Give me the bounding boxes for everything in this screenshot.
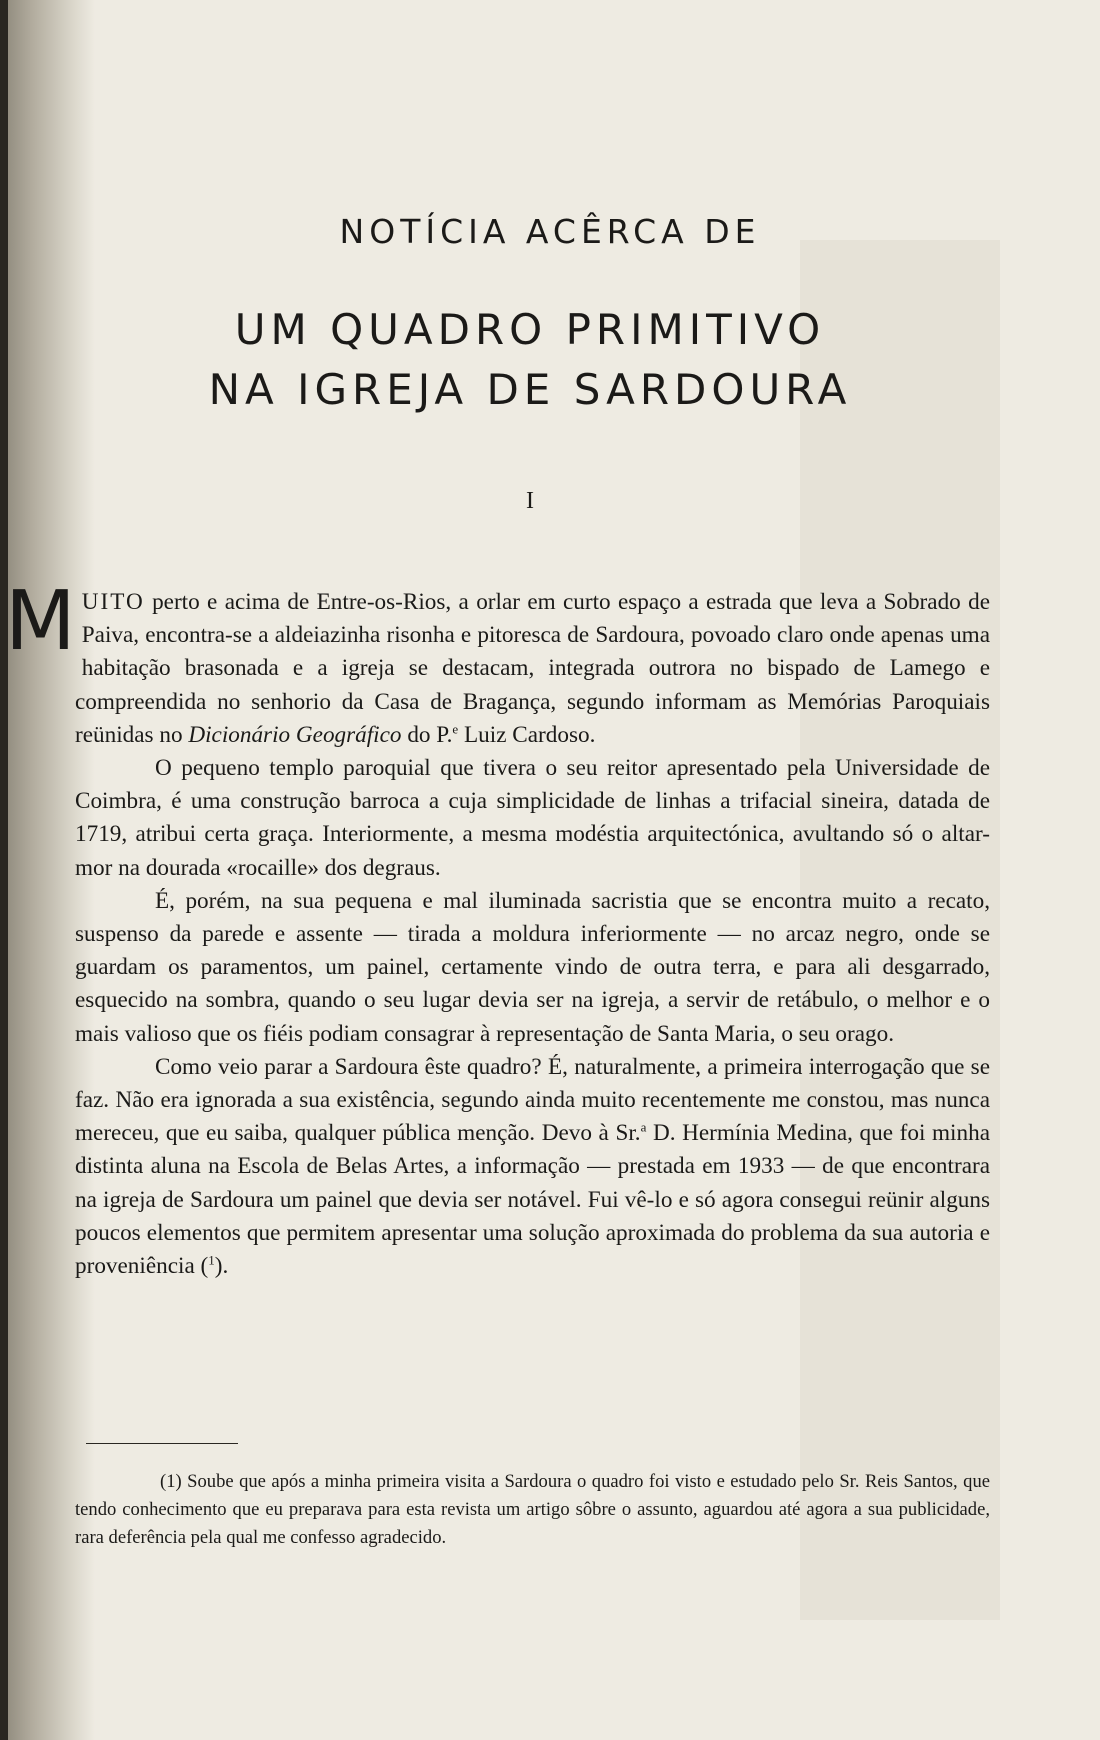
superscript-e: e bbox=[452, 721, 459, 737]
title-line-1: UM QUADRO PRIMITIVO bbox=[234, 305, 826, 354]
article-kicker: NOTÍCIA ACÊRCA DE bbox=[339, 212, 761, 251]
footnote-text: Soube que após a minha primeira visita a Sardoura o quadro foi visto e estudado pelo Sr. Reis Santos, que tendo conhecimento que eu preparava para esta revista um artigo sôbre o assunto, aguardou até agora a sua publicidade, rara deferência pela qual me confesso agradecido. bbox=[75, 1471, 990, 1548]
drop-cap: M bbox=[5, 574, 76, 669]
title-line-2: NA IGREJA DE SARDOURA bbox=[208, 365, 852, 414]
paragraph-4-text-c: ). bbox=[214, 1253, 229, 1280]
paragraph-2: O pequeno templo paroquial que tivera o seu reitor apresentado pela Universidade de Coimbra, é uma construção barroca a cuja simplicidade de linhas a trifacial sineira, datada de 1719, atribui certa graça. Interiormente, a mesma modéstia arquitectónica, avultando só o altar-mor na dourada «rocaille» dos degraus. bbox=[75, 755, 990, 881]
footnote bbox=[75, 1468, 990, 1552]
paragraph-4-text-b: D. Hermínia Medina, que foi minha distinta aluna na Escola de Belas Artes, a informação — prestada em 1933 — de que encontrara na igreja de Sardoura um painel que devia ser notável. Fui vê-lo e só agora consegui reünir alguns poucos elementos que permitem apresentar uma solução aproximada do problema da sua autoria e proveniência ( bbox=[75, 1120, 990, 1280]
binding-edge bbox=[0, 0, 8, 1740]
footnote-rule bbox=[86, 1443, 238, 1444]
book-title-italic: Dicionário Geográfico bbox=[188, 721, 402, 748]
footnote-reference: 1 bbox=[208, 1252, 215, 1268]
paragraph-3: É, porém, na sua pequena e mal iluminada sacristia que se encontra muito a recato, suspenso da parede e assente — tirada a moldura inferiormente — no arcaz negro, onde se guardam os paramentos, um painel, certamente vindo de outra terra, e para ali desgarrado, esquecido na sombra, quando o seu lugar devia ser na igreja, a servir de retábulo, o melhor e o mais valioso que os fiéis podiam consagrar à representação de Santa Maria, o seu orago. bbox=[75, 887, 990, 1047]
paragraph-1-text-b: do P. bbox=[401, 721, 453, 748]
paragraph-1-text-a: perto e acima de Entre-os-Rios, a orlar em curto espaço a estrada que leva a Sobrado de Paiva, encontra-se a aldeiazinha risonha e pitoresca de Sardoura, povoado claro onde apenas uma habitação brasonada e a igreja se destacam, integrada outrora no bispado de Lamego e compreendida no senhorio da Casa de Bragança, segundo informam as Memórias Paroquiais reünidas no bbox=[75, 589, 990, 748]
superscript-a: a bbox=[640, 1119, 647, 1135]
article-title bbox=[0, 300, 1060, 420]
section-numeral: I bbox=[526, 488, 534, 514]
footnote-marker: (1) bbox=[160, 1471, 182, 1492]
paragraph-4-text-a: Como veio parar a Sardoura êste quadro? É, naturalmente, a primeira interrogação que se faz. Não era ignorada a sua existência, segundo ainda muito recentemente me constou, mas nunca mereceu, que eu saiba, qualquer pública menção. Devo à Sr. bbox=[75, 1053, 990, 1147]
article-body bbox=[5, 574, 990, 1283]
footnote-paragraph bbox=[75, 1468, 990, 1552]
paragraph-4 bbox=[75, 1051, 990, 1283]
paragraph-1 bbox=[5, 574, 990, 752]
paragraph-1-text-c: Luiz Cardoso. bbox=[458, 721, 596, 748]
opening-small-caps: UITO bbox=[81, 589, 145, 615]
